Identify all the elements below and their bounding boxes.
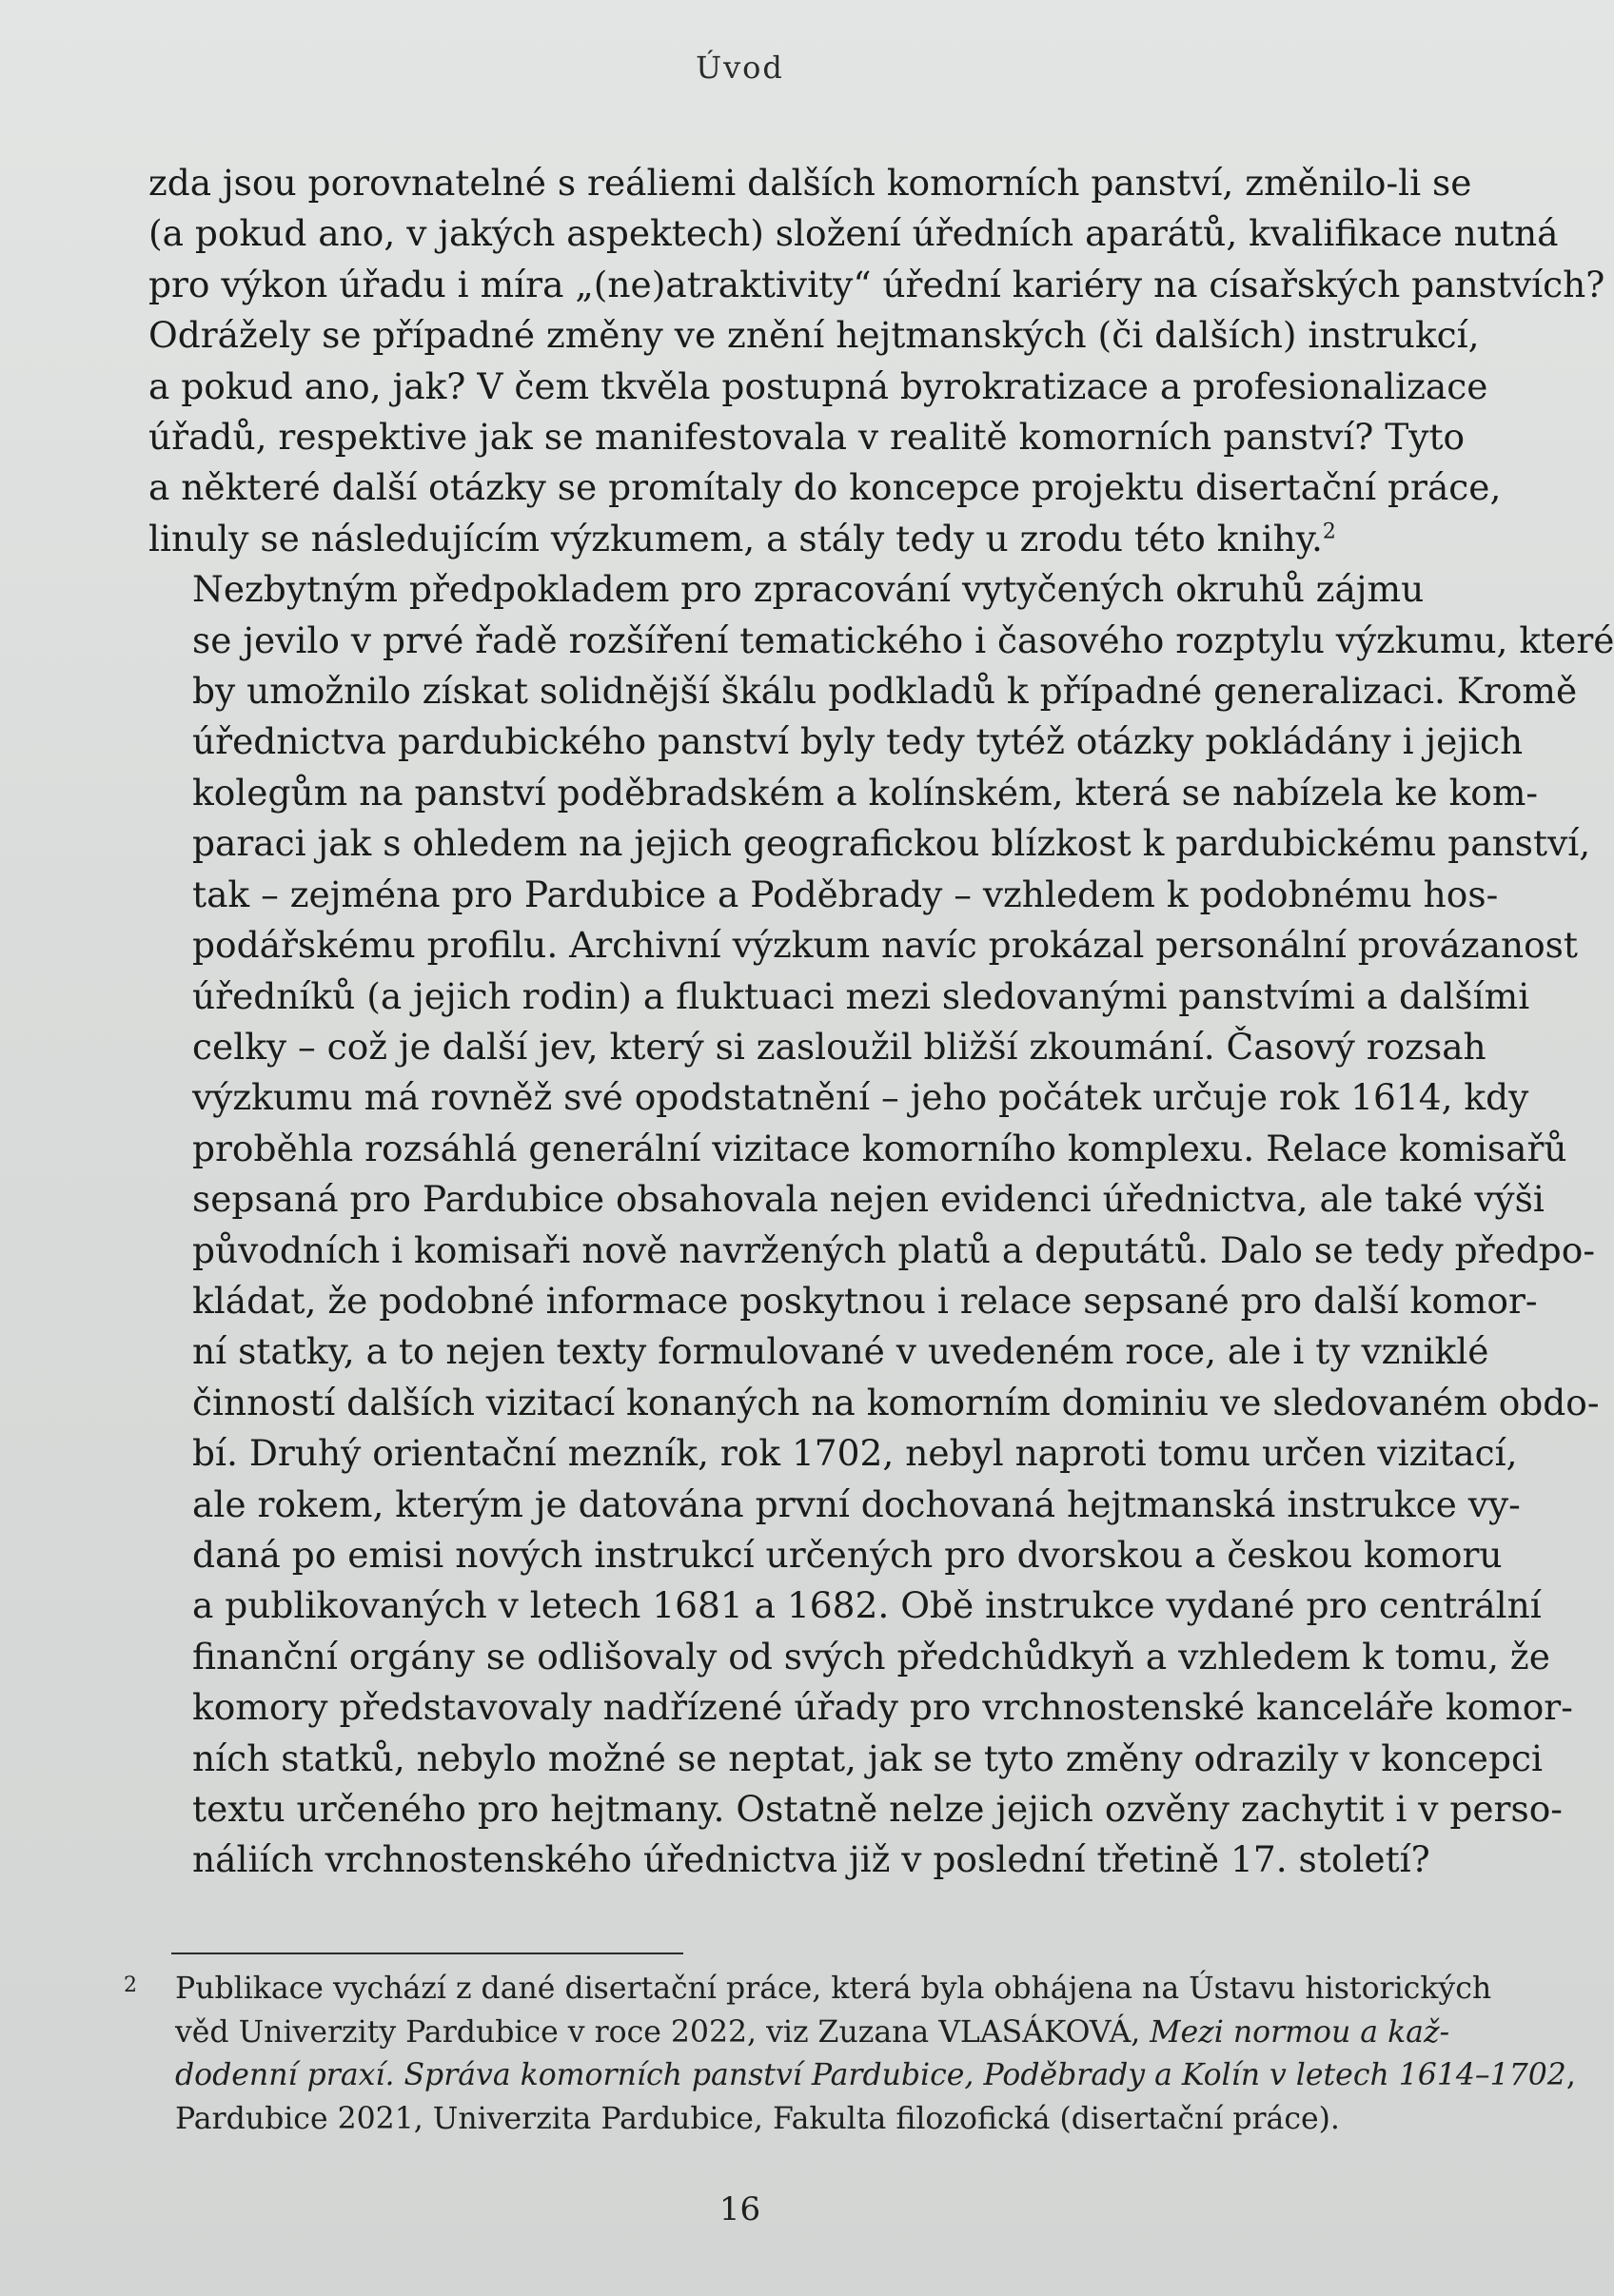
paragraph-1-line: a některé další otázky se promítaly do koncepce projektu disertační práce,: [148, 466, 1502, 509]
paragraph-2-line: proběhla rozsáhlá generální vizitace komorního komplexu. Relace komisařů: [192, 1127, 1567, 1169]
paragraph-2-line: daná po emisi nových instrukcí určených pro dvorskou a českou komoru: [192, 1533, 1503, 1576]
paragraph-2-line: celky – což je další jev, který si zasloužil bližší zkoumání. Časový rozsah: [192, 1025, 1486, 1068]
footnote-text-part: věd Univerzity Pardubice v roce 2022, viz Zuzana VLASÁKOVÁ,: [175, 2014, 1151, 2050]
paragraph-2-line: ní statky, a to nejen texty formulované v uvedeném roce, ale i ty vzniklé: [192, 1330, 1489, 1373]
paragraph-2-line: se jevilo v prvé řadě rozšíření tematického i časového rozptylu výzkumu, které: [192, 618, 1614, 661]
paragraph-2-line: Nezbytným předpokladem pro zpracování vytyčených okruhů zájmu: [192, 568, 1425, 611]
page-number: 16: [718, 2190, 761, 2228]
main-text: [148, 158, 1614, 1886]
paragraph-2-line: ních statků, nebylo možné se neptat, jak se tyto změny odrazily v koncepci: [192, 1737, 1543, 1779]
footnote-text-part: Publikace vychází z dané disertační práce, která byla obhájena na Ústavu historických: [175, 1972, 1492, 2006]
footnote-reference[interactable]: 2: [1322, 520, 1336, 544]
footnote: [124, 1968, 1576, 2141]
paragraph-2-line: finanční orgány se odlišovaly od svých předchůdkyň a vzhledem k tomu, že: [192, 1635, 1550, 1678]
footnote-text-part: Pardubice 2021, Univerzita Pardubice, Fakulta filozofická (disertační práce).: [175, 2101, 1340, 2136]
paragraph-1-line: (a pokud ano, v jakých aspektech) složení úředních aparátů, kvalifikace nutná: [148, 212, 1559, 255]
paragraph-2-line: komory představovaly nadřízené úřady pro vrchnostenské kanceláře komor-: [192, 1686, 1573, 1729]
paragraph-2-line: by umožnilo získat solidnější škálu podkladů k případné generalizaci. Kromě: [192, 670, 1578, 713]
paragraph-2-line: tak – zejména pro Pardubice a Poděbrady – vzhledem k podobnému hos-: [192, 873, 1499, 915]
paragraph-2-line: textu určeného pro hejtmany. Ostatně nelze jejich ozvěny zachytit i v perso-: [192, 1788, 1563, 1830]
paragraph-2-line: činností dalších vizitací konaných na komorním dominiu ve sledovaném obdo-: [192, 1381, 1600, 1423]
footnote-line: [175, 2098, 1349, 2142]
footnote-separator: [171, 1953, 683, 1954]
footnote-text-part: ,: [1565, 2058, 1576, 2092]
paragraph-1-line: a pokud ano, jak? V čem tkvěla postupná byrokratizace a profesionalizace: [148, 364, 1488, 407]
footnote-italic-text: dodenní praxí. Správa komorních panství Pardubice, Poděbrady a Kolín v letech 1614–1702: [175, 2058, 1566, 2092]
paragraph-2: [148, 564, 1614, 1886]
paragraph-1-line: Odrážely se případné změny ve znění hejtmanských (či dalších) instrukcí,: [148, 314, 1480, 357]
paragraph-2-line: úřednictva pardubického panství byly tedy tytéž otázky pokládány i jejich: [192, 720, 1524, 763]
paragraph-1: [148, 158, 1605, 564]
paragraph-2-line: náliích vrchnostenského úřednictva již v poslední třetině 17. století?: [192, 1838, 1430, 1881]
paragraph-2-line: paraci jak s ohledem na jejich geografickou blízkost k pardubickému panství,: [192, 822, 1591, 865]
footnote-line: [175, 1968, 1492, 2011]
paragraph-1-line: zda jsou porovnatelné s reáliemi dalších komorních panství, změnilo-li se: [148, 162, 1472, 204]
running-head: Úvod: [696, 49, 784, 86]
paragraph-2-line: kládat, že podobné informace poskytnou i relace sepsané pro další komor-: [192, 1279, 1538, 1322]
footnote-italic-text: Mezi normou a kaž-: [1150, 2014, 1450, 2050]
footnote-line: [175, 2054, 1576, 2098]
footnote-text: [175, 1968, 1576, 2141]
footnote-line: [175, 2011, 1450, 2055]
paragraph-2-line: výzkumu má rovněž své opodstatnění – jeho počátek určuje rok 1614, kdy: [192, 1076, 1529, 1119]
paragraph-2-line: a publikovaných v letech 1681 a 1682. Obě instrukce vydané pro centrální: [192, 1584, 1542, 1627]
paragraph-2-line: kolegům na panství poděbradském a kolínském, která se nabízela ke kom-: [192, 771, 1539, 814]
footnote-number: 2: [124, 1973, 137, 1997]
paragraph-2-line: bí. Druhý orientační mezník, rok 1702, nebyl naproti tomu určen vizitací,: [192, 1432, 1518, 1475]
paragraph-1-line: pro výkon úřadu i míra „(ne)atraktivity“ úřední kariéry na císařských panstvích?: [148, 263, 1605, 305]
paragraph-1-line: linuly se následujícím výzkumem, a stály tedy u zrodu této knihy.$^2$: [148, 517, 1336, 559]
paragraph-1-line: úřadů, respektive jak se manifestovala v realitě komorních panství? Tyto: [148, 416, 1466, 459]
paragraph-2-line: úředníků (a jejich rodin) a fluktuaci mezi sledovanými panstvími a dalšími: [192, 974, 1530, 1017]
paragraph-2-line: podářskému profilu. Archivní výzkum navíc prokázal personální provázanost: [192, 924, 1578, 967]
paragraph-2-line: ale rokem, kterým je datována první dochovaná hejtmanská instrukce vy-: [192, 1482, 1521, 1525]
paragraph-2-line: původních i komisaři nově navržených platů a deputátů. Dalo se tedy předpo-: [192, 1228, 1595, 1271]
paragraph-2-line: sepsaná pro Pardubice obsahovala nejen evidenci úřednictva, ale také výši: [192, 1178, 1545, 1221]
